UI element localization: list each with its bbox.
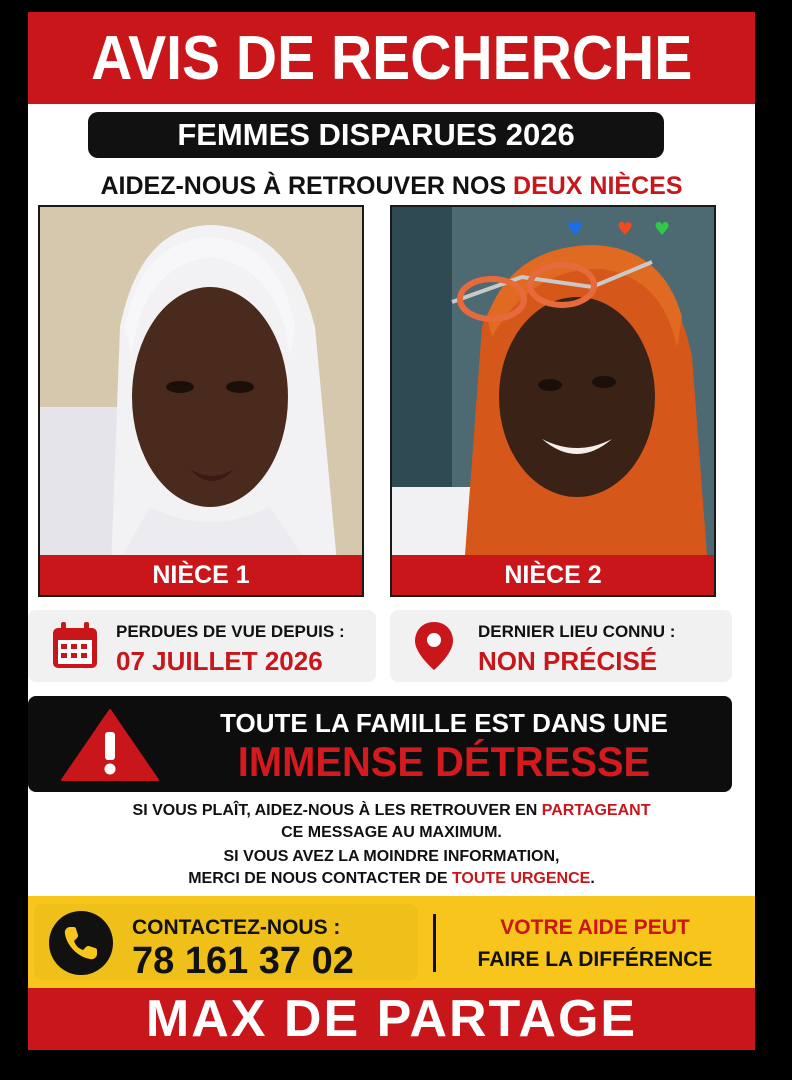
contact-phone-number[interactable]: 78 161 37 02	[132, 940, 354, 982]
contact-message-line-2	[28, 868, 755, 890]
poster-title: AVIS DE RECHERCHE	[90, 23, 693, 93]
location-pin-icon	[412, 620, 456, 677]
share-message	[28, 800, 755, 844]
niece-2-label: NIÈCE 2	[504, 560, 602, 589]
share-message-line-1	[28, 800, 755, 822]
urgency-prefix: MERCI DE NOUS CONTACTER DE	[188, 870, 452, 887]
photo-niece-1	[38, 205, 364, 597]
contact-label: CONTACTEZ-NOUS :	[132, 916, 341, 939]
missing-person-poster	[28, 12, 755, 1050]
photo-label-2	[392, 555, 714, 595]
alert-line-1: TOUTE LA FAMILLE EST DANS UNE	[220, 708, 668, 738]
location-value: NON PRÉCISÉ	[478, 646, 658, 676]
subtitle-line	[28, 172, 755, 201]
calendar-icon	[50, 620, 100, 677]
phone-icon	[48, 910, 114, 981]
subtitle-highlight: DEUX NIÈCES	[513, 172, 683, 200]
share-message-line-2: CE MESSAGE AU MAXIMUM.	[281, 824, 502, 841]
alert-banner	[28, 696, 732, 792]
contact-message-line-1: SI VOUS AVEZ LA MOINDRE INFORMATION,	[223, 848, 560, 865]
phone-box[interactable]	[34, 904, 418, 980]
last-seen-date-box	[28, 610, 376, 682]
poster-footer	[28, 988, 755, 1050]
orange-heart-icon: ♥	[617, 219, 634, 240]
pill-text: FEMMES DISPARUES 2026	[177, 117, 575, 152]
contact-band	[28, 896, 755, 988]
date-value: 07 JUILLET 2026	[116, 646, 323, 676]
urgency-suffix: .	[590, 870, 595, 887]
help-line-2: FAIRE LA DIFFÉRENCE	[477, 948, 713, 971]
portrait-illustration-1	[40, 207, 362, 595]
photo-label-1	[40, 555, 362, 595]
subtitle-pill	[88, 112, 664, 158]
share-prefix: SI VOUS PLAÎT, AIDEZ-NOUS À LES RETROUVER EN	[132, 802, 542, 819]
portrait-illustration-2	[392, 207, 714, 595]
photo-niece-2	[390, 205, 716, 597]
contact-message	[28, 846, 755, 890]
warning-icon	[60, 708, 160, 787]
share-highlight: PARTAGEANT	[541, 802, 651, 819]
contact-divider	[433, 914, 436, 972]
date-label: PERDUES DE VUE DEPUIS :	[116, 622, 345, 641]
alert-line-2: IMMENSE DÉTRESSE	[237, 738, 651, 785]
last-location-box	[390, 610, 732, 682]
urgency-highlight: TOUTE URGENCE	[451, 870, 591, 887]
subtitle-prefix: AIDEZ-NOUS À RETROUVER NOS	[100, 172, 514, 200]
footer-text: MAX DE PARTAGE	[145, 990, 638, 1048]
help-line-1: VOTRE AIDE PEUT	[500, 916, 690, 939]
green-heart-icon: ♥	[654, 219, 671, 240]
location-label: DERNIER LIEU CONNU :	[478, 622, 676, 641]
niece-1-label: NIÈCE 1	[152, 560, 250, 589]
poster-header	[28, 12, 755, 104]
blue-heart-icon: ♥	[567, 219, 584, 240]
